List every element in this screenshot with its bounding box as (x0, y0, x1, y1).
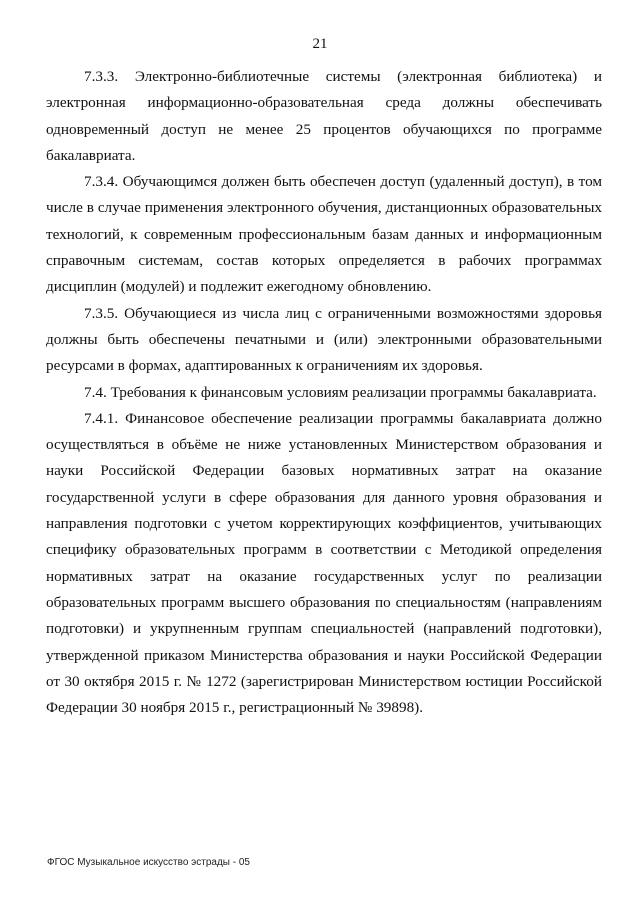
paragraph-7-4-1: 7.4.1. Финансовое обеспечение реализации программы бакалавриата должно осуществляться в объёме не ниже установленных Министерством образования и науки Российской Федерации базовых нормативных затрат на оказание государственной услуги в сфере образования для данного уровня образования и направления подготовки с учетом корректирующих коэффициентов, учитывающих специфику образовательных программ в соответствии с Методикой определения нормативных затрат на оказание государственных услуг по реализации образовательных программ высшего образования по специальностям (направлениям подготовки) и укрупненным группам специальностей (направлений подготовки), утвержденной приказом Министерства образования и науки Российской Федерации от 30 октября 2015 г. № 1272 (зарегистрирован Министерством юстиции Российской Федерации 30 ноября 2015 г., регистрационный № 39898). (46, 409, 602, 717)
page-footer: ФГОС Музыкальное искусство эстрады - 05 (47, 857, 250, 868)
section-heading-7-4: 7.4. Требования к финансовым условиям реализации программы бакалавриата. (84, 383, 597, 401)
document-body (46, 64, 602, 721)
paragraph-7-3-5: 7.3.5. Обучающиеся из числа лиц с ограниченными возможностями здоровья должны быть обеспечены печатными и (или) электронными образовательными ресурсами в формах, адаптированных к ограничениям их здоровья. (46, 304, 602, 375)
page-number: 21 (312, 36, 328, 52)
paragraph-7-3-3: 7.3.3. Электронно-библиотечные системы (электронная библиотека) и электронная информационно-образовательная среда должны обеспечивать одновременный доступ не менее 25 процентов обучающихся по программе бакалавриата. (46, 68, 602, 164)
paragraph-7-3-4: 7.3.4. Обучающимся должен быть обеспечен доступ (удаленный доступ), в том числе в случае применения электронного обучения, дистанционных образовательных технологий, к современным профессиональным базам данных и информационным справочным системам, состав которых определяется в рабочих программах дисциплин (модулей) и подлежит ежегодному обновлению. (46, 173, 602, 296)
